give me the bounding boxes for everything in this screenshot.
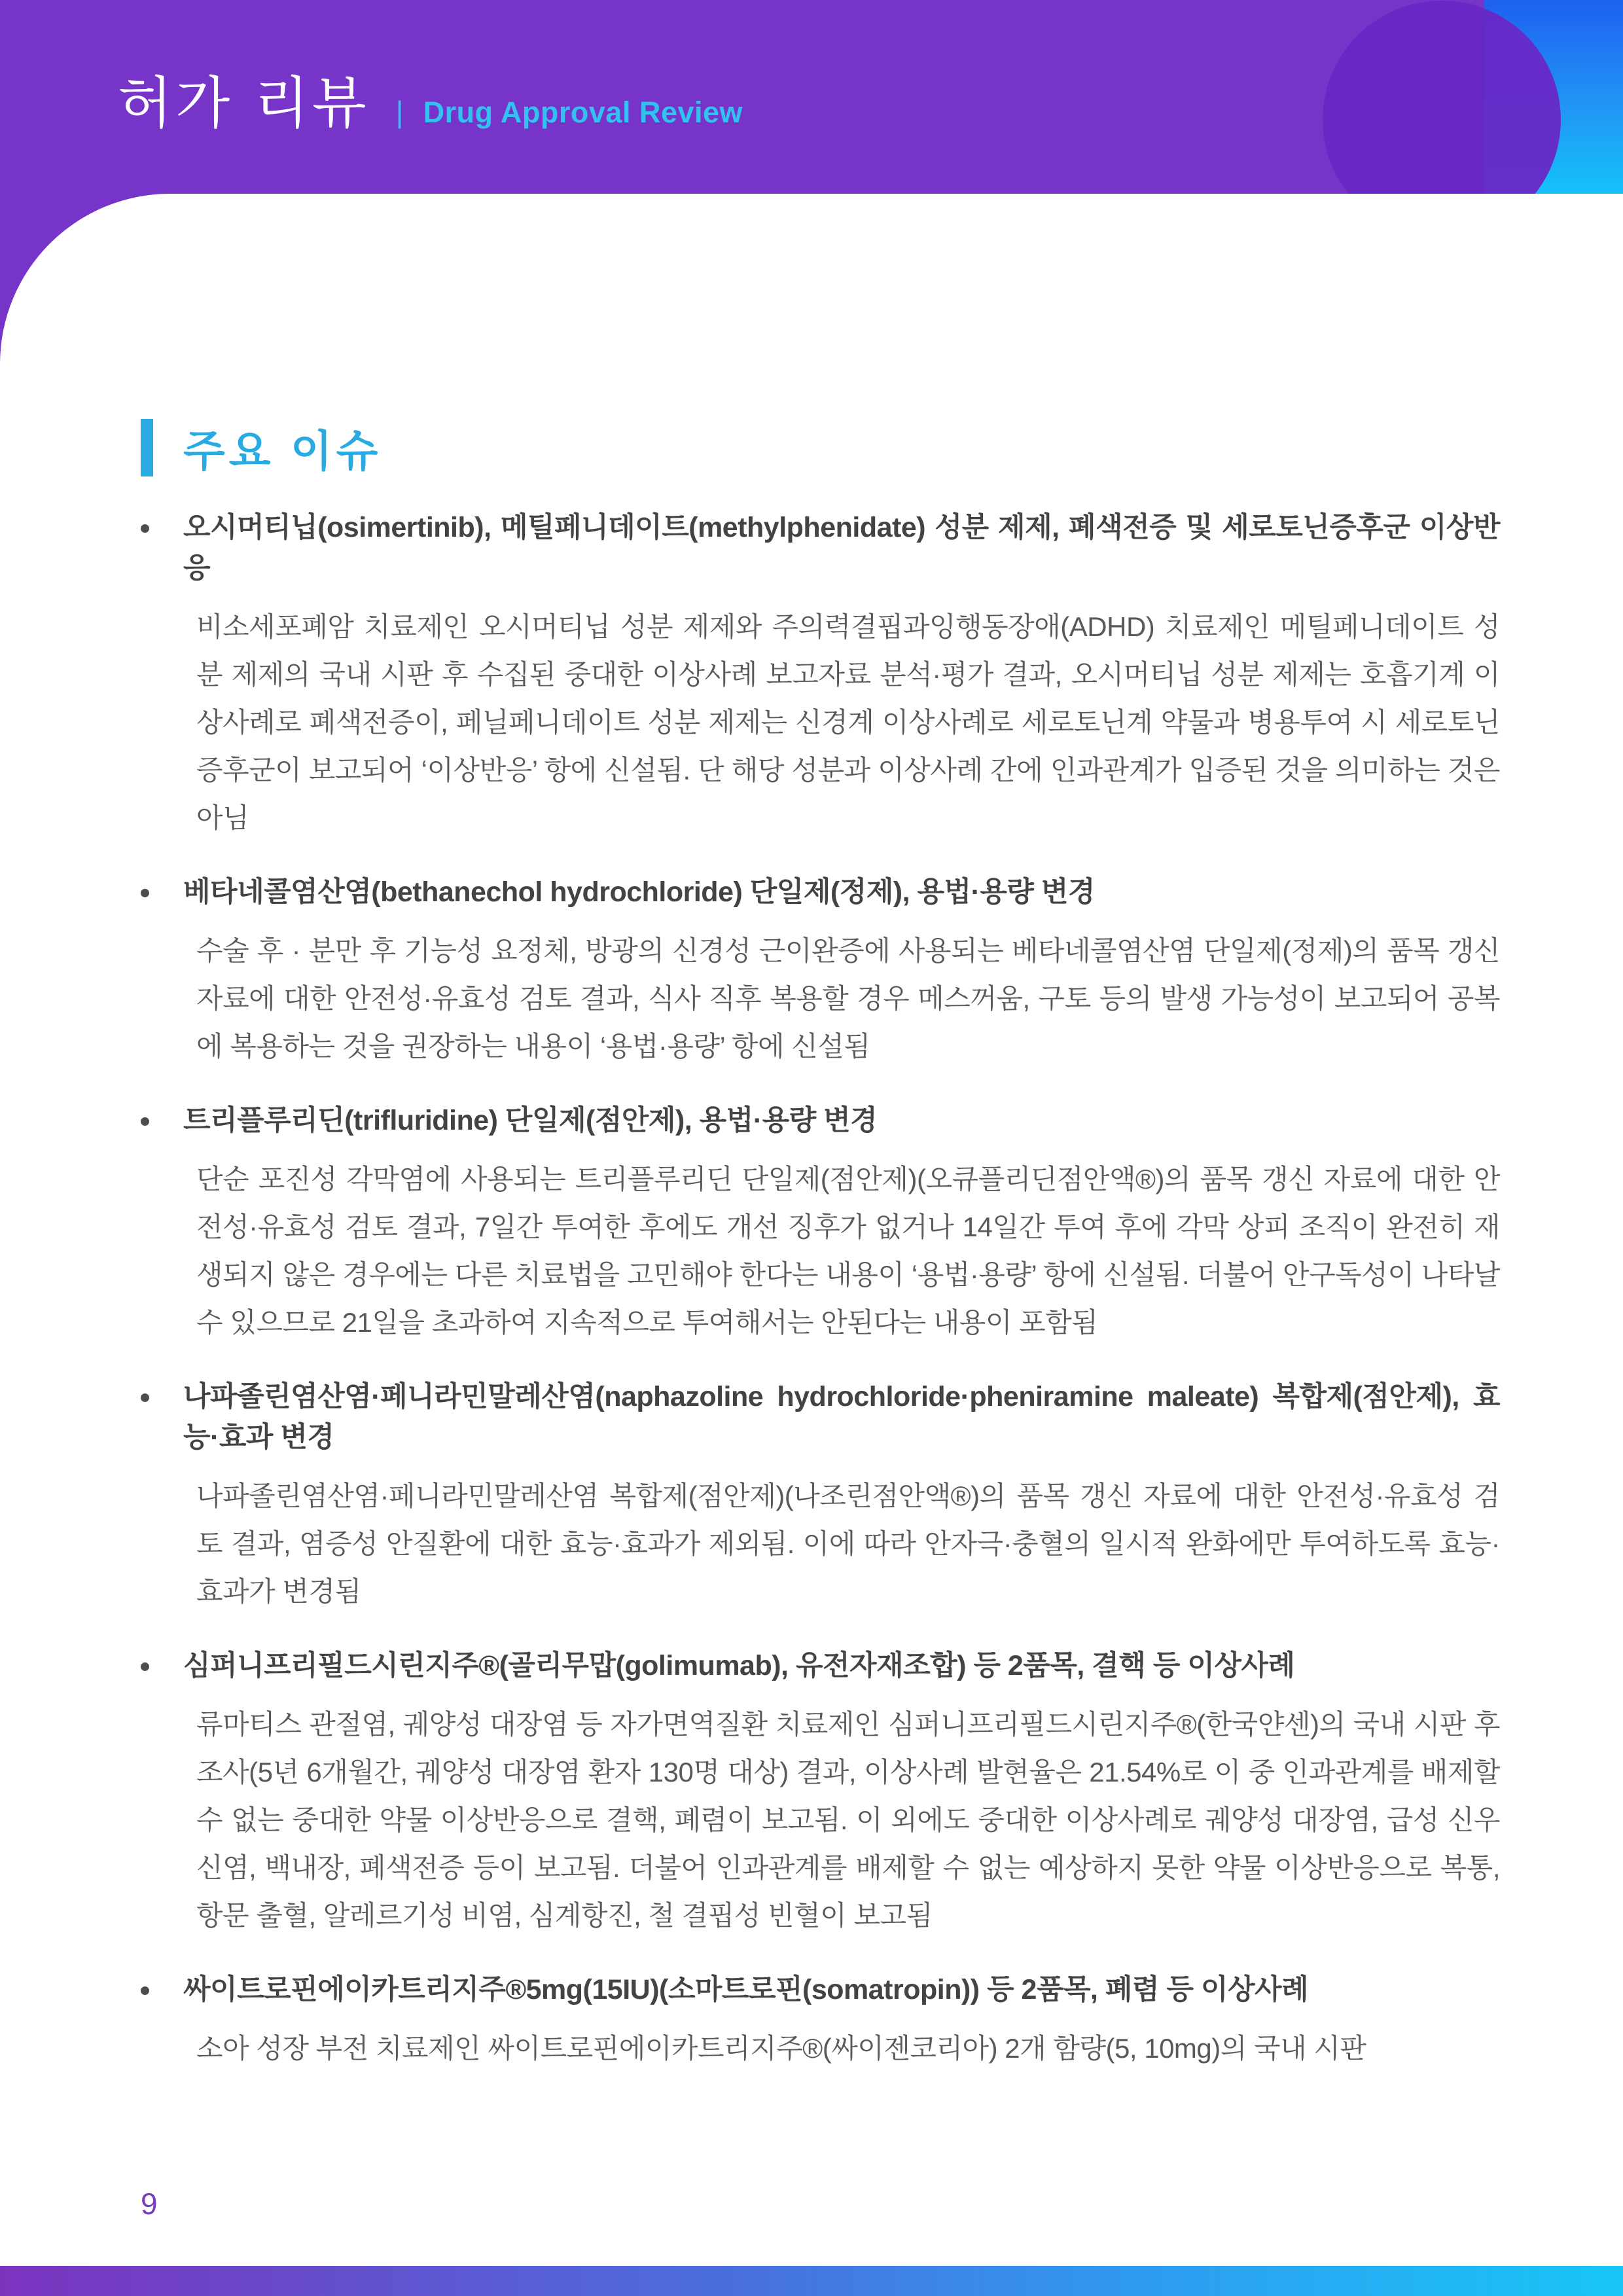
issue-item	[141, 1100, 1500, 1346]
section-title-bar-icon	[141, 419, 153, 476]
page-number: 9	[141, 2187, 158, 2221]
issue-content	[183, 507, 1500, 842]
issue-heading: 싸이트로핀에이카트리지주®5mg(15IU)(소마트로핀(somatropin)) 등 2품목, 폐렴 등 이상사례	[183, 1974, 1309, 2005]
header-title-group	[118, 58, 743, 139]
bullet-icon	[141, 1662, 149, 1671]
issue-item	[141, 1645, 1500, 1939]
issue-paragraph: 류마티스 관절염, 궤양성 대장염 등 자가면역질환 치료제인 심퍼니프리필드시린지주®(한국얀센)의 국내 시판 후 조사(5년 6개월간, 궤양성 대장염 환자 130명 대상) 결과, 이상사례 발현율은 21.54%로 이 중 인과관계를 배제할 수 없는 중대한 약물 이상반응으로 결핵, 폐렴이 보고됨. 이 외에도 중대한 이상사례로 궤양성 대장염, 급성 신우신염, 백내장, 폐색전증 등이 보고됨. 더불어 인과관계를 배제할 수 없는 예상하지 못한 약물 이상반응으로 복통, 항문 출혈, 알레르기성 비염, 심계항진, 철 결핍성 빈혈이 보고됨	[196, 1709, 1500, 1931]
issue-item	[141, 872, 1500, 1070]
header-title-korean: 허가 리뷰	[118, 71, 370, 136]
header-title-english: Drug Approval Review	[423, 96, 743, 129]
issue-paragraph: 소아 성장 부전 치료제인 싸이트로핀에이카트리지주®(싸이젠코리아) 2개 함량(5, 10mg)의 국내 시판	[196, 2033, 1366, 2064]
issue-paragraph: 비소세포폐암 치료제인 오시머티닙 성분 제제와 주의력결핍과잉행동장애(ADHD) 치료제인 메틸페니데이트 성분 제제의 국내 시판 후 수집된 중대한 이상사례 보고자료 분석·평가 결과, 오시머티닙 성분 제제는 호흡기계 이상사례로 폐색전증이, 페닐페니데이트 성분 제제는 신경계 이상사례로 세로토닌계 약물과 병용투여 시 세로토닌증후군이 보고되어 ‘이상반응’ 항에 신설됨. 단 해당 성분과 이상사례 간에 인과관계가 입증된 것을 의미하는 것은 아님	[196, 611, 1500, 833]
issue-paragraph: 수술 후 · 분만 후 기능성 요정체, 방광의 신경성 근이완증에 사용되는 베타네콜염산염 단일제(정제)의 품목 갱신 자료에 대한 안전성·유효성 검토 결과, 식사 직후 복용할 경우 메스꺼움, 구토 등의 발생 가능성이 보고되어 공복에 복용하는 것을 권장하는 내용이 ‘용법·용량’ 항에 신설됨	[196, 935, 1500, 1062]
header-title-separator: |	[395, 95, 404, 129]
footer-gradient-bar	[0, 2266, 1623, 2296]
issue-heading: 오시머티닙(osimertinib), 메틸페니데이트(methylphenidate) 성분 제제, 폐색전증 및 세로토닌증후군 이상반응	[183, 512, 1500, 584]
issue-item	[141, 1376, 1500, 1615]
bullet-icon	[141, 1986, 149, 1995]
section-title-text: 주요 이슈	[183, 427, 382, 475]
issue-heading: 심퍼니프리필드시린지주®(골리무맙(golimumab), 유전자재조합) 등 2품목, 결핵 등 이상사례	[183, 1650, 1295, 1681]
bullet-icon	[141, 1393, 149, 1402]
section-title	[141, 416, 1500, 478]
issue-item	[141, 1969, 1500, 2072]
issues-list	[141, 507, 1500, 2072]
issue-heading: 베타네콜염산염(bethanechol hydrochloride) 단일제(정제), 용법·용량 변경	[183, 876, 1095, 908]
issue-content	[183, 872, 1500, 1070]
bullet-icon	[141, 1117, 149, 1126]
issue-heading: 트리플루리딘(trifluridine) 단일제(점안제), 용법·용량 변경	[183, 1105, 878, 1136]
issue-paragraph: 나파졸린염산염·페니라민말레산염 복합제(점안제)(나조린점안액®)의 품목 갱신 자료에 대한 안전성·유효성 검토 결과, 염증성 안질환에 대한 효능·효과가 제외됨. 이에 따라 안자극·충혈의 일시적 완화에만 투여하도록 효능·효과가 변경됨	[196, 1480, 1500, 1607]
bullet-icon	[141, 889, 149, 897]
bullet-icon	[141, 524, 149, 533]
issue-heading: 나파졸린염산염·페니라민말레산염(naphazoline hydrochloride·pheniramine maleate) 복합제(점안제), 효능·효과 변경	[183, 1381, 1500, 1453]
issue-content	[183, 1100, 1500, 1346]
issue-content	[183, 1376, 1500, 1615]
content-sheet	[0, 194, 1623, 2266]
issue-paragraph: 단순 포진성 각막염에 사용되는 트리플루리딘 단일제(점안제)(오큐플리딘점안액®)의 품목 갱신 자료에 대한 안전성·유효성 검토 결과, 7일간 투여한 후에도 개선 징후가 없거나 14일간 투여 후에 각막 상피 조직이 완전히 재생되지 않은 경우에는 다른 치료법을 고민해야 한다는 내용이 ‘용법·용량’ 항에 신설됨. 더불어 안구독성이 나타날 수 있으므로 21일을 초과하여 지속적으로 투여해서는 안된다는 내용이 포함됨	[196, 1164, 1500, 1338]
issue-content	[183, 1645, 1500, 1939]
issue-content	[183, 1969, 1500, 2072]
issue-item	[141, 507, 1500, 842]
